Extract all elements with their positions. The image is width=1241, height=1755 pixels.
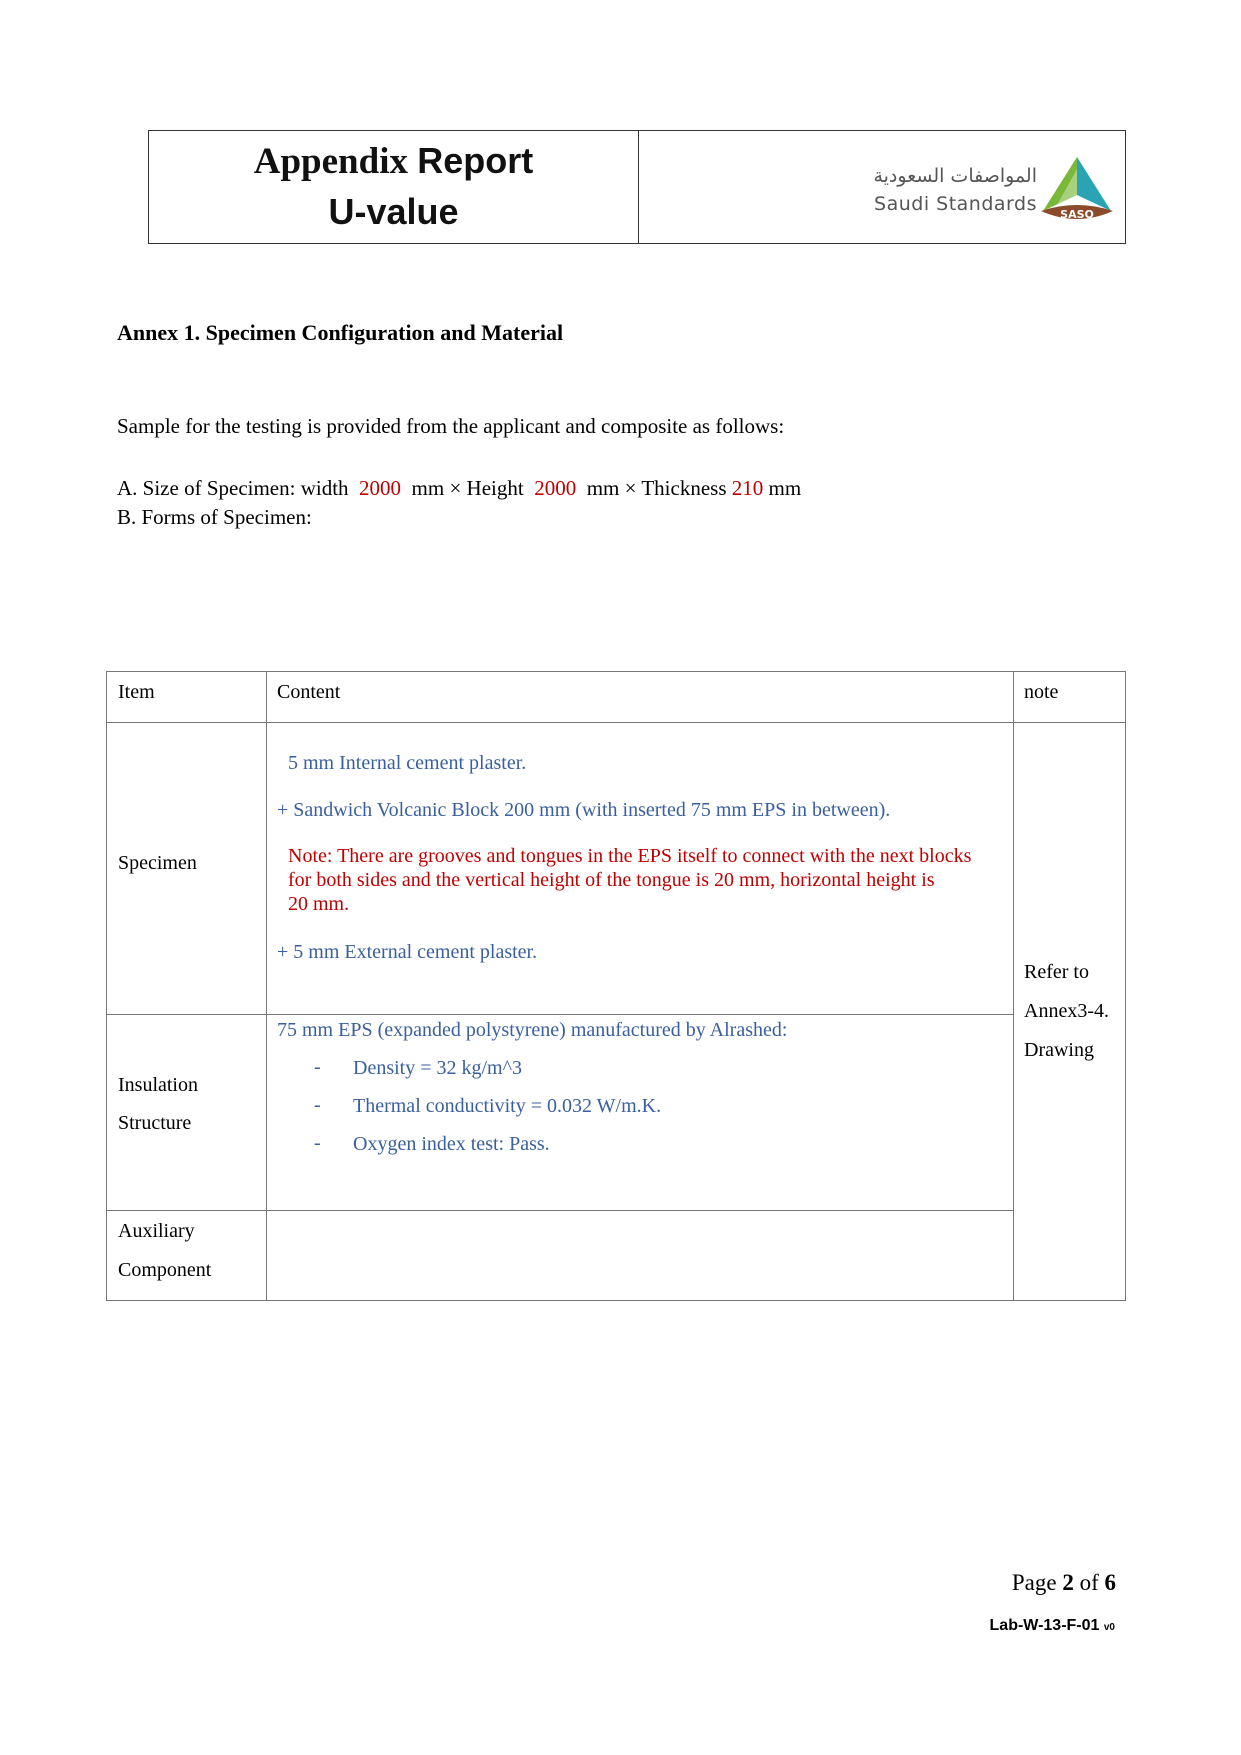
col-divider [1013,672,1014,1300]
row-divider [107,722,1125,723]
form-code: Lab-W-13-F-01 v0 [989,1617,1115,1634]
specimen-note-2: for both sides and the vertical height of the tongue is 20 mm, horizontal height is [288,869,935,891]
note-refer-2: Annex3-4. [1024,1000,1109,1022]
saso-logo-icon [1039,155,1115,225]
insulation-bullet: Density = 32 kg/m^3 [353,1057,522,1079]
bullet-marker: - [314,1094,321,1116]
specimen-note-1: Note: There are grooves and tongues in the EPS itself to connect with the next blocks [288,845,972,867]
note-refer-3: Drawing [1024,1039,1094,1061]
specimen-line-4: + 5 mm External cement plaster. [277,941,538,963]
item-auxiliary-2: Component [118,1259,212,1281]
header-item: Item [118,681,155,703]
insulation-intro: 75 mm EPS (expanded polystyrene) manufactured by Alrashed: [277,1019,788,1041]
height-value: 2000 [534,476,577,500]
logo-arabic-text: المواصفات السعودية [873,165,1037,187]
insulation-bullet: Thermal conductivity = 0.032 W/m.K. [353,1095,662,1117]
insulation-bullet: Oxygen index test: Pass. [353,1133,550,1155]
item-insulation-1: Insulation [118,1074,198,1096]
item-auxiliary-1: Auxiliary [118,1220,195,1242]
col-divider [266,672,267,1300]
header-subtitle: U-value [328,190,459,232]
forms-line: B. Forms of Specimen: [117,505,312,529]
logo-english-text: Saudi Standards [874,193,1037,215]
logo-badge-text: SASO [1060,208,1094,221]
header-title-cell [149,131,639,243]
specimen-line-2: + Sandwich Volcanic Block 200 mm (with inserted 75 mm EPS in between). [277,799,891,821]
bullet-marker: - [314,1056,321,1078]
specimen-table [106,671,1126,1301]
width-value: 2000 [359,476,402,500]
report-header [148,130,1126,244]
item-insulation-2: Structure [118,1112,192,1134]
thickness-value: 210 [731,476,764,500]
row-divider [107,1210,1013,1211]
specimen-size-line: A. Size of Specimen: width 2000 mm × Height 2000 mm × Thickness 210 mm [117,476,802,500]
bullet-marker: - [314,1132,321,1154]
page-number: Page 2 of 6 [1011,1570,1116,1595]
header-logo-cell [639,131,1125,243]
sample-intro: Sample for the testing is provided from the applicant and composite as follows: [117,414,785,438]
header-title: Appendix Report [253,139,534,182]
specimen-note-3: 20 mm. [288,893,350,915]
row-divider [107,1014,1013,1015]
specimen-line-1: 5 mm Internal cement plaster. [288,752,527,774]
header-note: note [1024,681,1059,703]
annex-title: Annex 1. Specimen Configuration and Material [117,320,564,345]
item-specimen: Specimen [118,852,197,874]
note-refer-1: Refer to [1024,961,1089,983]
header-content: Content [277,681,341,703]
